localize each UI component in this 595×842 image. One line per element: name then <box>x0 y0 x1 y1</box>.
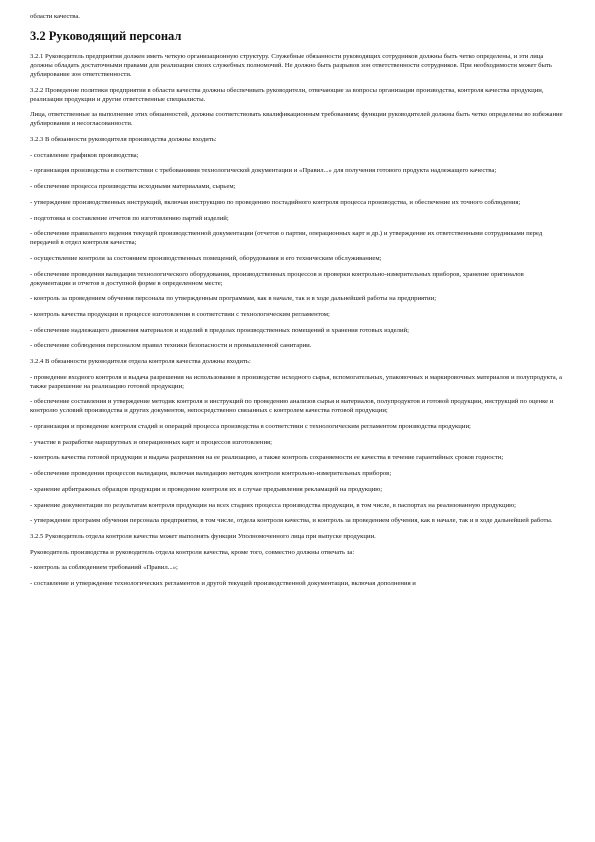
paragraph: - составление и утверждение технологических регламентов и другой текущей производственной документации, включая дополнения и <box>30 579 416 587</box>
paragraph: - хранение арбитражных образцов продукции и проведение контроля их в случае предъявления рекламаций на продукцию; <box>30 485 383 493</box>
document-body <box>30 12 565 595</box>
paragraph: - обеспечение соблюдения персоналом правил техники безопасности и промышленной санитарии. <box>30 342 312 350</box>
paragraph: 3.2.4 В обязанности руководителя отдела контроля качества должны входить: <box>30 358 251 365</box>
paragraph: 3.2.5 Руководитель отдела контроля качества может выполнять функции Уполномоченного лица при выпуске продукции. <box>30 532 376 540</box>
paragraph: 3.2.1 Руководитель предприятия должен иметь четкую организационную структуру. Служебные обязанности руководящих сотрудников должны быть четко определены, и эти лица должны обладать достаточными правами для реализации своих служебных полномочий. Не должно быть разрывов зон ответственности сотрудников. При необходимости может быть дублирование зон ответственности. <box>30 53 552 78</box>
paragraph: 3.2.3 В обязанности руководителя производства должны входить: <box>30 136 217 144</box>
paragraph: - обеспечение правильного ведения текущей производственной документации (отчетов о партии, операционных карт и др.) и утверждение их ответственными сотрудниками перед передачей в отдел контроля качества; <box>30 230 543 247</box>
paragraph: - обеспечение проведения валидации технологического оборудования, производственных процессов и проверки контрольно-измерительных приборов, хранение оригиналов документации и отчетов в доступной форме в определенном месте; <box>30 270 524 287</box>
paragraph: - осуществление контроля за состоянием производственных помещений, оборудования и его техническим обслуживанием; <box>30 254 382 262</box>
paragraph: - обеспечение составления и утверждение методик контроля и инструкций по проведению анализов сырья и материалов, полупродуктов и готовой продукции, инструкций по оценке и контролю условий производства и других документов, непосредственно связанных с контролем качества готовой продукции; <box>30 398 554 415</box>
paragraph: - контроль качества готовой продукции и выдача разрешения на ее реализацию, а также контроль сохраняемости ее качества в течение гарантийных сроков годности; <box>30 454 504 462</box>
paragraph: - хранение документации по результатам контроля продукции на всех стадиях процесса производства продукции, в том числе, в паспортах на реализованную продукцию; <box>30 501 517 509</box>
paragraph: - контроль качества продукции в процессе изготовления в соответствии с технологическим регламентом; <box>30 310 330 318</box>
section-title: 3.2 Руководящий персонал <box>30 29 182 43</box>
paragraph: - организация и проведение контроля стадий и операций процесса производства в соответствии с технологическим регламентом производства продукции; <box>30 423 471 431</box>
paragraph: 3.2.2 Проведение политики предприятия в области качества должны обеспечивать руководители, отвечающие за вопросы организации производства, контроля качества продукции, реализации продукции и другие ответственные специалисты. <box>30 86 544 103</box>
paragraph: - обеспечение надлежащего движения материалов и изделий в пределах производственных помещений и хранения готовых изделий; <box>30 326 409 334</box>
paragraph: - участие в разработке маршрутных и операционных карт и процессов изготовления; <box>30 438 272 446</box>
paragraph: - организация производства в соответствии с требованиями технологической документации и «Правил...» для получения готового продукта надлежащего качества; <box>30 167 497 175</box>
paragraph: - подготовка и составление отчетов по изготовлению партий изделий; <box>30 214 229 222</box>
paragraph: - обеспечение проведения процессов валидации, включая валидацию методик контроля контрольно-измерительных приборов; <box>30 470 392 478</box>
paragraph-list <box>30 52 565 588</box>
paragraph: - утверждение программ обучения персонала предприятия, в том числе, отдела контроля качества, и контроль за проведением обучения, как в начале, так и в ходе дальнейшей работы. <box>30 517 553 525</box>
paragraph: - проведение входного контроля и выдача разрешения на использование в производстве исходного сырья, вспомогательных, упаковочных и маркировочных материалов и полупродукта, а также разрешение на реализацию готовой продукции; <box>30 373 563 390</box>
paragraph: - контроль за проведением обучения персонала по утвержденным программам, как в начале, так и в ходе дальнейшей работы на предприятии; <box>30 295 437 303</box>
paragraph: - утверждение производственных инструкций, включая инструкцию по проведению постадийного контроля процесса производства, и обеспечение их точного соблюдения; <box>30 198 521 206</box>
paragraph: Руководитель производства и руководитель отдела контроля качества, кроме того, совместно должны отвечать за: <box>30 548 355 556</box>
paragraph: - составление графиков производства; <box>30 151 139 159</box>
paragraph: - обеспечение процесса производства исходными материалами, сырьем; <box>30 183 236 191</box>
paragraph: - контроль за соблюдением требований «Правил...»; <box>30 564 178 572</box>
paragraph: Лица, ответственные за выполнение этих обязанностей, должны соответствовать квалификационным требованиям; функции руководителей должны быть четко определены во избежание дублирования и несогласованности. <box>30 111 563 128</box>
top-line: области качества. <box>30 13 80 20</box>
